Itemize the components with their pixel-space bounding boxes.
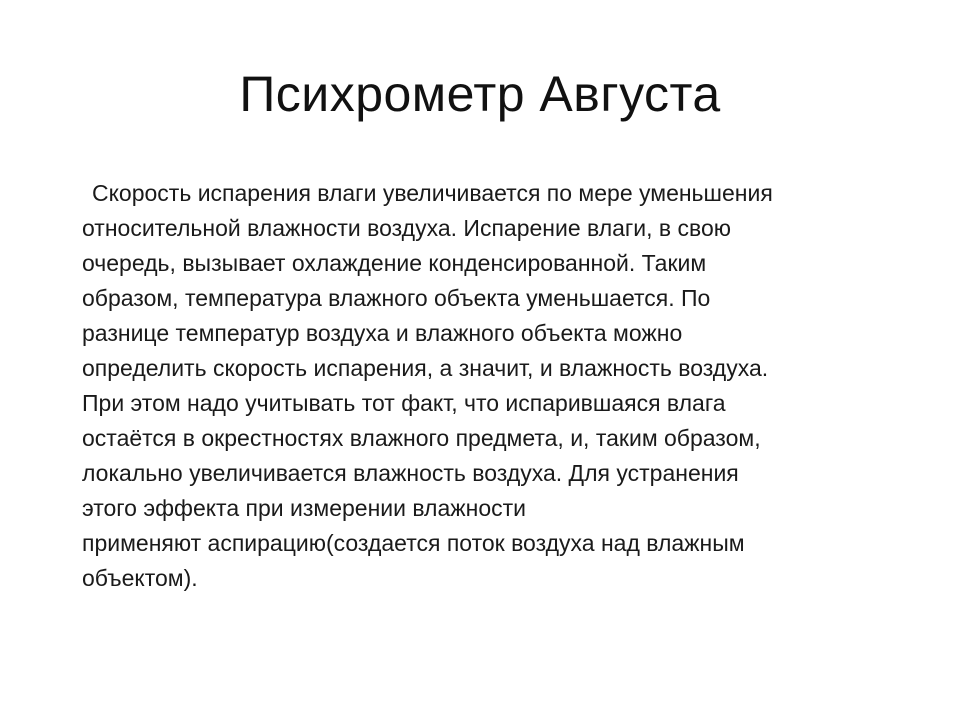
body-line: этого эффекта при измерении влажности — [82, 495, 527, 521]
body-line: определить скорость испарения, а значит, и влажность воздуха. — [82, 355, 769, 381]
body-line: применяют аспирацию(создается поток воздуха над влажным — [82, 530, 745, 556]
slide-title: Психрометр Августа — [239, 66, 721, 122]
body-line: При этом надо учитывать тот факт, что испарившаяся влага — [82, 390, 726, 416]
body-line: объектом). — [82, 565, 198, 591]
slide-body-text — [82, 176, 912, 596]
body-line: разнице температур воздуха и влажного объекта можно — [82, 320, 683, 346]
body-line: образом, температура влажного объекта уменьшается. По — [82, 285, 711, 311]
body-line: очередь, вызывает охлаждение конденсированной. Таким — [82, 250, 707, 276]
body-line: локально увеличивается влажность воздуха. Для устранения — [82, 460, 739, 486]
body-line: относительной влажности воздуха. Испарение влаги, в свою — [82, 215, 732, 241]
body-line: Скорость испарения влаги увеличивается по мере уменьшения — [92, 180, 773, 206]
body-line: остаётся в окрестностях влажного предмета, и, таким образом, — [82, 425, 761, 451]
